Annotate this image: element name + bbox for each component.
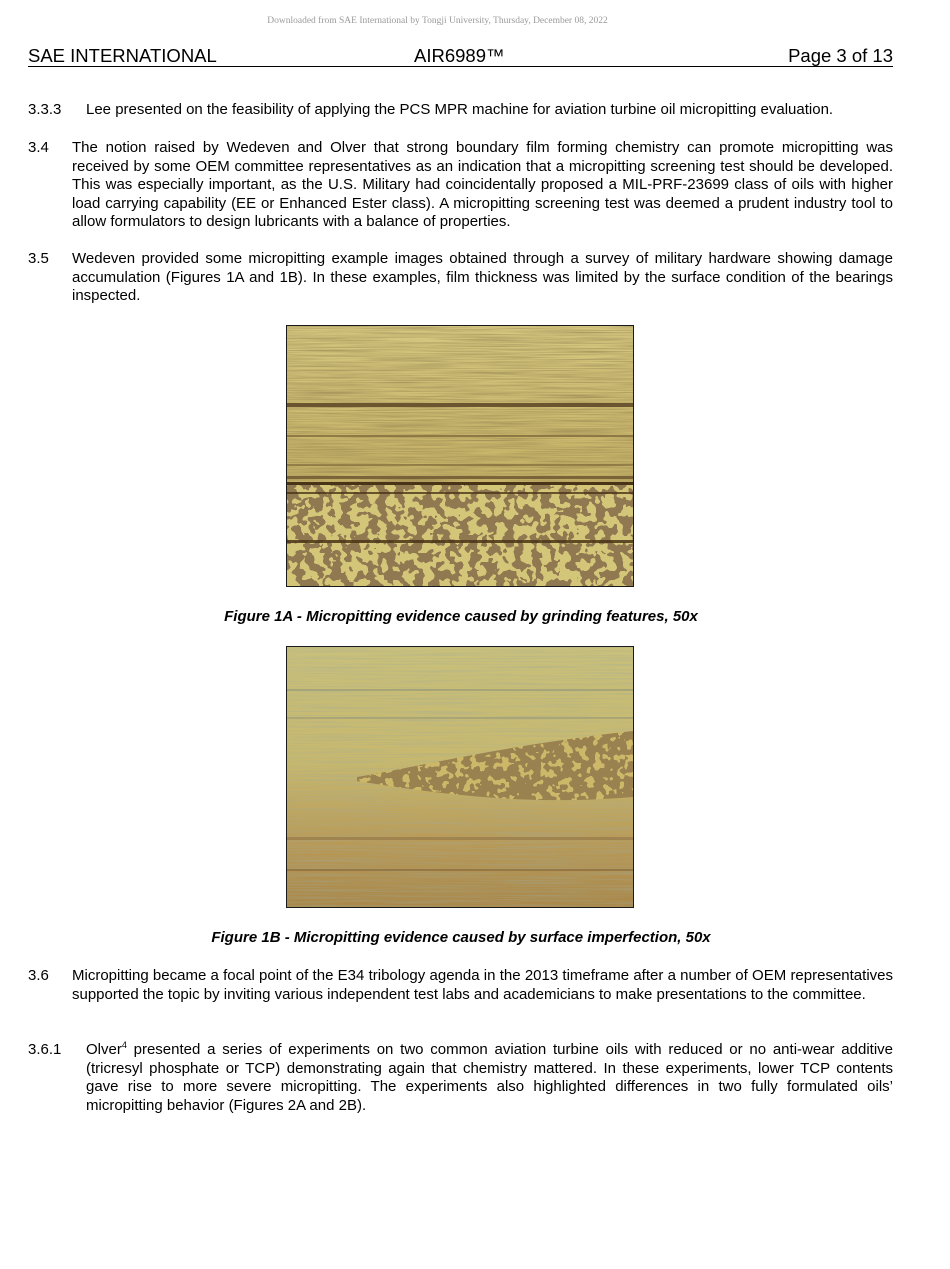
- figure-1b-image: [286, 646, 634, 908]
- section-number: 3.6.1: [28, 1041, 62, 1058]
- section-text: [86, 1041, 893, 1115]
- micrograph-grinding-features: [287, 326, 633, 586]
- section-3-5: [28, 250, 893, 306]
- author-name: Olver: [86, 1041, 122, 1058]
- header-organization: SAE INTERNATIONAL: [28, 45, 217, 66]
- header-document-id: AIR6989™: [414, 45, 505, 66]
- section-3-6-1: [28, 1041, 893, 1115]
- section-body: presented a series of experiments on two common aviation turbine oils with reduced or no anti-wear additive (tricresyl phosphate or TCP) demonstrating again that chemistry mattered. In these experiments, lower TCP contents gave rise to more severe micropitting. The experiments also highlighted differences in two fully formulated oils’ micropitting behavior (Figures 2A and 2B).: [86, 1041, 893, 1114]
- figure-1b-caption: Figure 1B - Micropitting evidence caused by surface imperfection, 50x: [211, 929, 711, 946]
- download-watermark: Downloaded from SAE International by Tongji University, Thursday, December 08, 2022: [267, 16, 608, 26]
- reference-superscript[interactable]: 4: [121, 1040, 127, 1050]
- section-number: 3.6: [28, 967, 49, 984]
- section-number: 3.5: [28, 250, 49, 267]
- section-3-3-3: [28, 101, 893, 120]
- section-number: 3.4: [28, 139, 49, 156]
- micrograph-surface-imperfection: [287, 647, 633, 907]
- section-number: 3.3.3: [28, 101, 62, 118]
- section-3-4: [28, 139, 893, 232]
- header-page-number: Page 3 of 13: [788, 45, 893, 66]
- section-text: Lee presented on the feasibility of applying the PCS MPR machine for aviation turbine oil micropitting evaluation.: [86, 101, 834, 118]
- section-3-6: [28, 967, 893, 1004]
- figure-1a-image: [286, 325, 634, 587]
- figure-1a-caption: Figure 1A - Micropitting evidence caused by grinding features, 50x: [224, 608, 698, 625]
- section-text: The notion raised by Wedeven and Olver that strong boundary film forming chemistry can promote micropitting was received by some OEM committee representatives as an indication that a micropitting screening test should be developed. This was especially important, as the U.S. Military had coincidentally proposed a MIL-PRF-23699 class of oils with higher load carrying capability (EE or Enhanced Ester class). A micropitting screening test was deemed a prudent industry tool to allow formulators to design lubricants with a balance of properties.: [72, 139, 893, 230]
- page-header: [28, 45, 893, 67]
- section-text: Wedeven provided some micropitting example images obtained through a survey of military hardware showing damage accumulation (Figures 1A and 1B). In these examples, film thickness was limited by the surface condition of the bearings inspected.: [72, 250, 893, 304]
- section-text: Micropitting became a focal point of the E34 tribology agenda in the 2013 timeframe after a number of OEM representatives supported the topic by inviting various independent test labs and academicians to make presentations to the committee.: [72, 967, 893, 1003]
